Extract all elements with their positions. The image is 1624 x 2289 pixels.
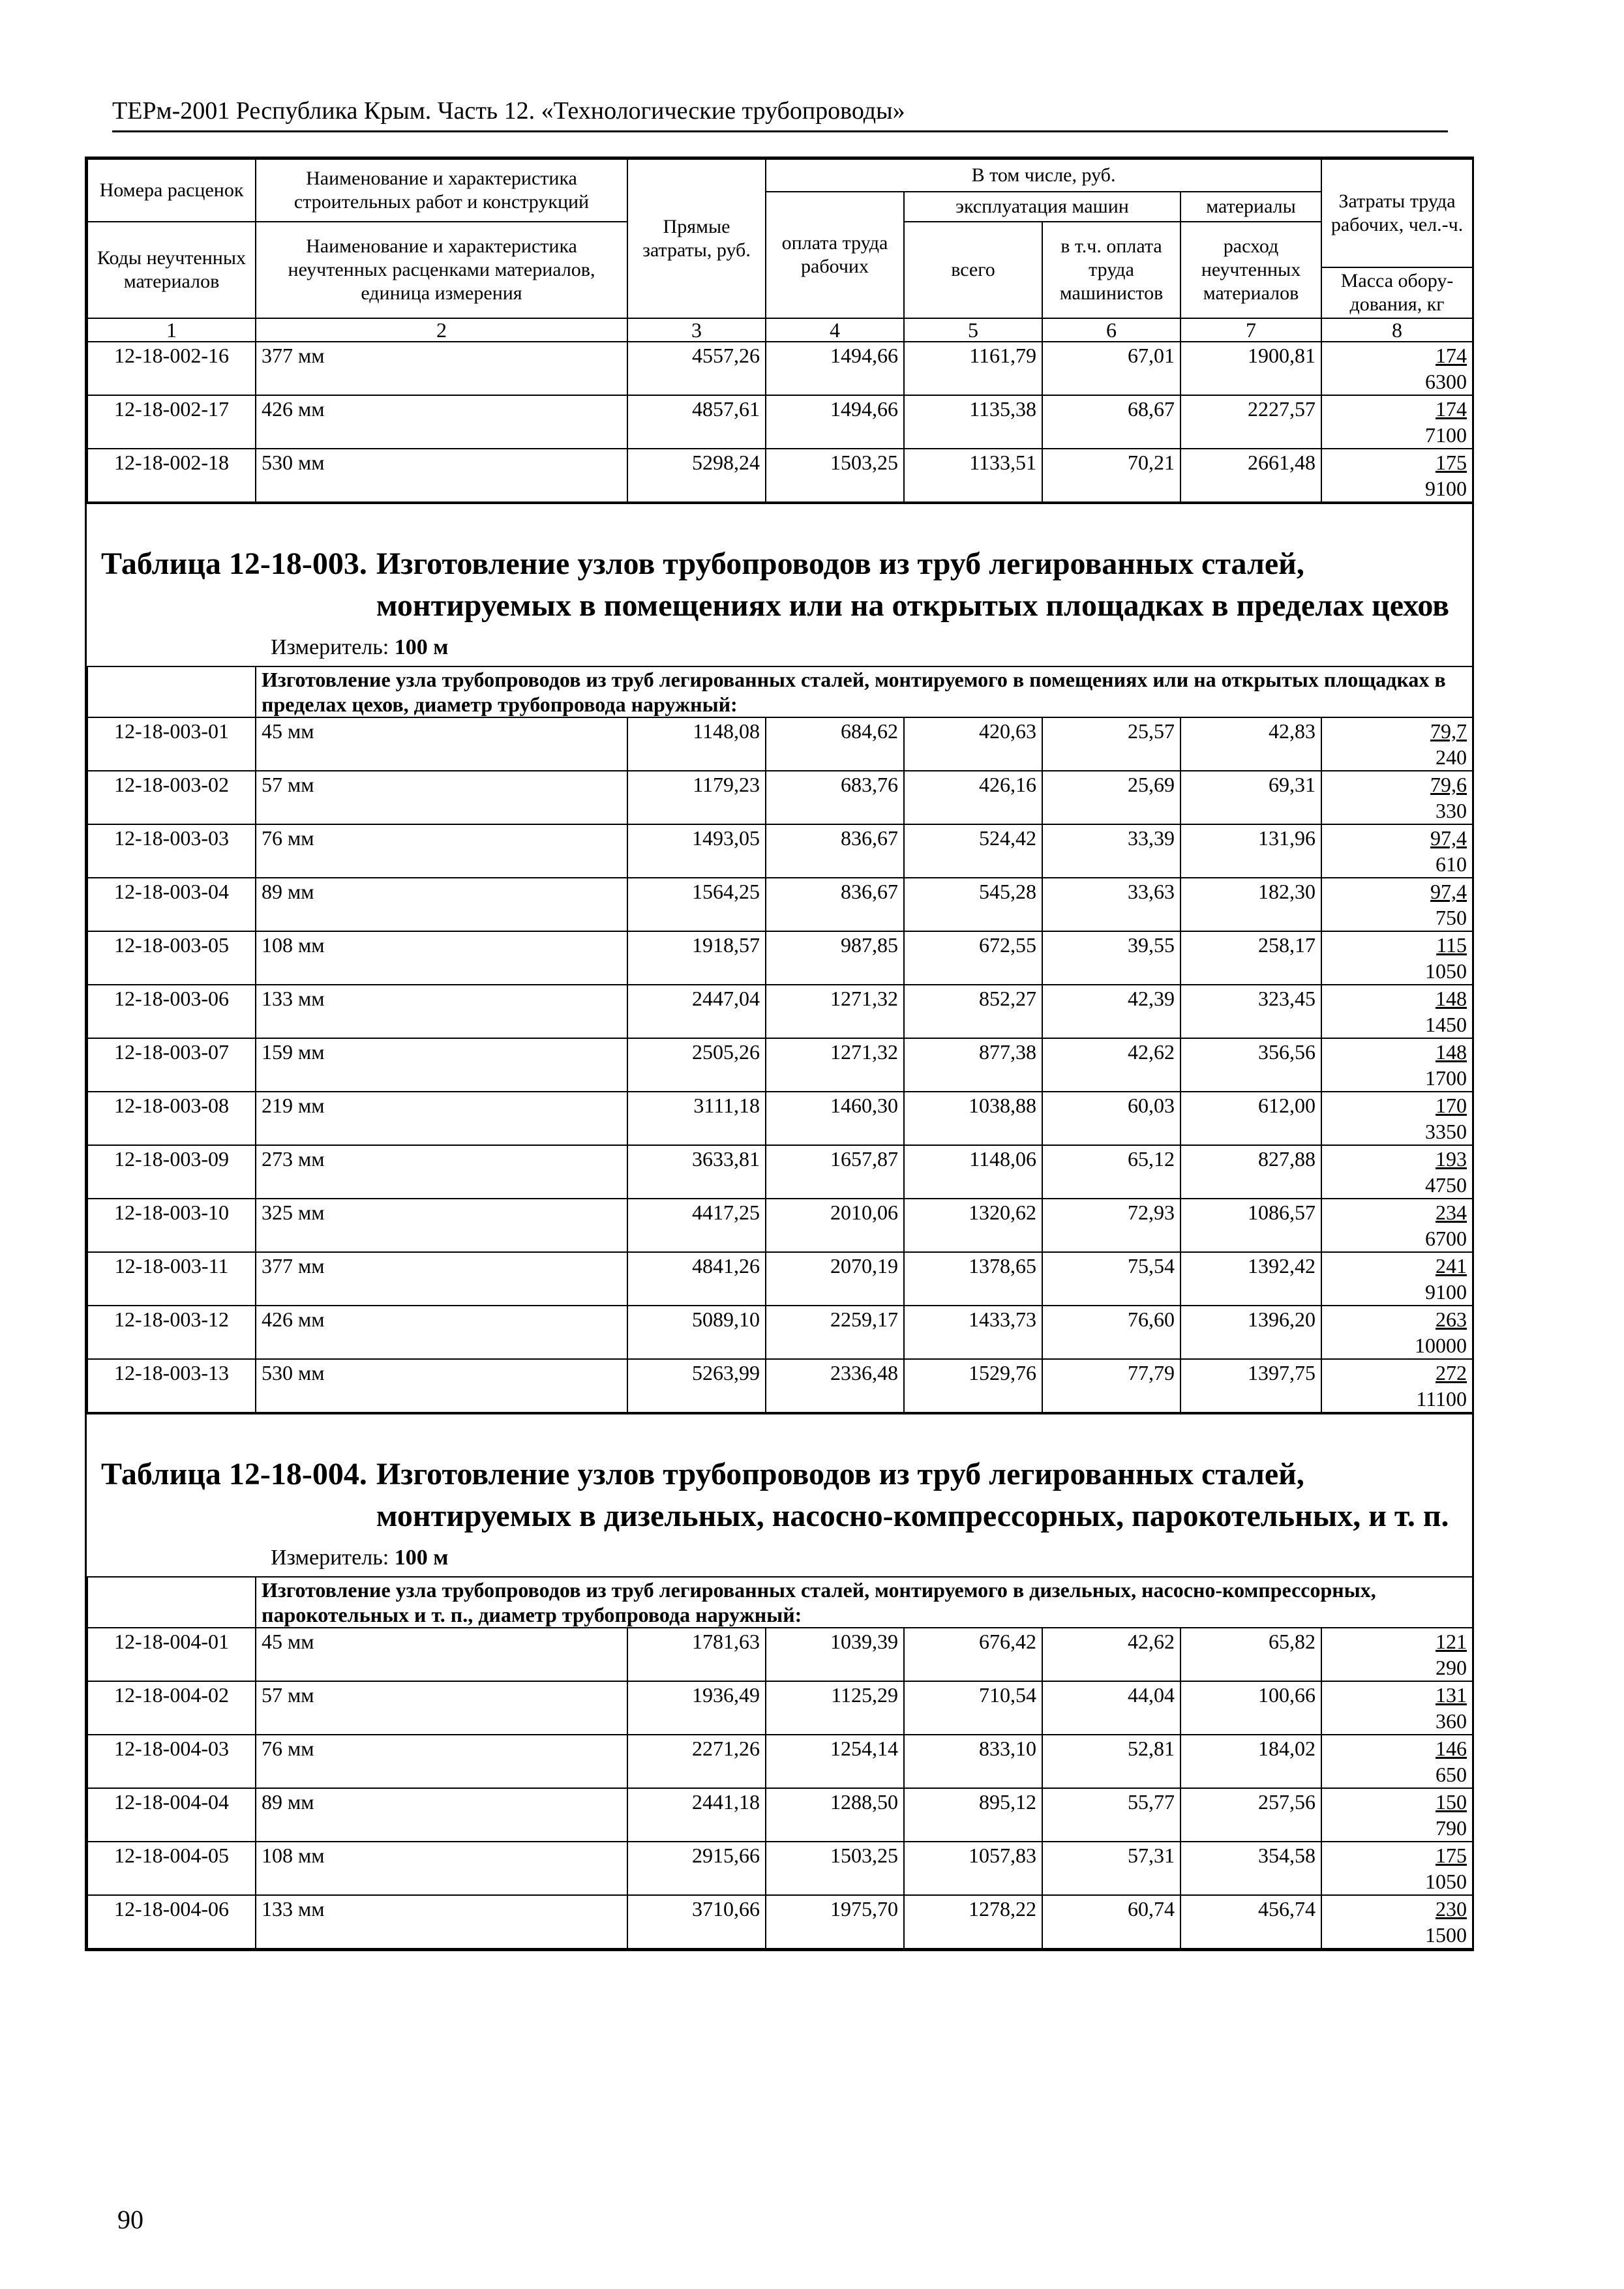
materials: 2227,57 [1180,395,1321,449]
col-num: 4 [766,318,904,342]
desc-empty [87,666,256,717]
rate-code: 12-18-003-02 [87,771,256,824]
machines-total: 1278,22 [904,1895,1042,1949]
direct-costs: 1148,08 [627,717,766,771]
labor-and-mass [1321,1199,1473,1252]
equipment-mass: 1050 [1425,959,1467,983]
operators-wages: 70,21 [1042,449,1180,502]
materials: 323,45 [1180,985,1321,1038]
wages: 1460,30 [766,1092,904,1145]
labor-costs: 230 [1436,1897,1467,1921]
table-12-18-004-title [87,1454,1472,1537]
rate-code: 12-18-003-01 [87,717,256,771]
wages: 1494,66 [766,395,904,449]
labor-and-mass [1321,931,1473,985]
rate-code: 12-18-003-11 [87,1252,256,1306]
equipment-mass: 360 [1436,1709,1467,1733]
diameter: 325 мм [256,1199,627,1252]
materials: 184,02 [1180,1735,1321,1788]
labor-and-mass [1321,1895,1473,1949]
direct-costs: 2441,18 [627,1788,766,1842]
group-description-row [87,666,1473,717]
diameter: 133 мм [256,985,627,1038]
diameter: 426 мм [256,1306,627,1359]
machines-total: 877,38 [904,1038,1042,1092]
col-equipment-mass: Масса обору-дования, кг [1321,267,1473,318]
equipment-mass: 9100 [1425,1280,1467,1304]
materials: 354,58 [1180,1842,1321,1895]
direct-costs: 1564,25 [627,878,766,931]
labor-costs: 175 [1436,1844,1467,1867]
labor-costs: 263 [1436,1308,1467,1331]
operators-wages: 55,77 [1042,1788,1180,1842]
machines-total: 524,42 [904,824,1042,878]
materials: 1397,75 [1180,1359,1321,1413]
operators-wages: 65,12 [1042,1145,1180,1199]
desc-empty [87,1577,256,1628]
labor-and-mass [1321,717,1473,771]
diameter: 45 мм [256,717,627,771]
wages: 987,85 [766,931,904,985]
col-material-names: Наименование и характеристика неучтенных расценками материалов, единица измерения [256,222,627,318]
operators-wages: 67,01 [1042,342,1180,395]
operators-wages: 42,62 [1042,1628,1180,1681]
operators-wages: 75,54 [1042,1252,1180,1306]
col-num: 7 [1180,318,1321,342]
materials: 456,74 [1180,1895,1321,1949]
page-number: 90 [117,2205,143,2234]
machines-total: 1161,79 [904,342,1042,395]
operators-wages: 68,67 [1042,395,1180,449]
diameter: 426 мм [256,395,627,449]
table-row [87,1252,1473,1306]
diameter: 377 мм [256,1252,627,1306]
equipment-mass: 1050 [1425,1870,1467,1893]
operators-wages: 33,63 [1042,878,1180,931]
diameter: 273 мм [256,1145,627,1199]
direct-costs: 1493,05 [627,824,766,878]
wages: 2336,48 [766,1359,904,1413]
operators-wages: 25,57 [1042,717,1180,771]
materials: 1396,20 [1180,1306,1321,1359]
rate-code: 12-18-004-06 [87,1895,256,1949]
machines-total: 426,16 [904,771,1042,824]
materials: 257,56 [1180,1788,1321,1842]
measure-value: 100 м [394,635,449,659]
materials: 100,66 [1180,1681,1321,1735]
group-description: Изготовление узла трубопроводов из труб легированных сталей, монтируемого в дизельных, насосно-компрессорных, парокотельных и т. п., диаметр трубопровода наружный: [256,1577,1473,1628]
rate-code: 12-18-003-10 [87,1199,256,1252]
direct-costs: 4857,61 [627,395,766,449]
diameter: 89 мм [256,878,627,931]
rate-code: 12-18-003-07 [87,1038,256,1092]
rate-code: 12-18-002-18 [87,449,256,502]
operators-wages: 57,31 [1042,1842,1180,1895]
equipment-mass: 4750 [1425,1173,1467,1197]
wages: 1288,50 [766,1788,904,1842]
col-num: 1 [87,318,256,342]
col-num: 8 [1321,318,1473,342]
rows-12-18-002 [87,342,1473,502]
equipment-mass: 6700 [1425,1227,1467,1250]
diameter: 377 мм [256,342,627,395]
labor-costs: 174 [1436,344,1467,367]
operators-wages: 42,62 [1042,1038,1180,1092]
rate-code: 12-18-004-01 [87,1628,256,1681]
materials: 182,30 [1180,878,1321,931]
table-row [87,771,1473,824]
table-label: Таблица 12-18-003. [101,546,367,581]
labor-costs: 79,6 [1430,773,1467,796]
rate-code: 12-18-003-03 [87,824,256,878]
measure-value: 100 м [394,1546,449,1570]
group-description: Изготовление узла трубопроводов из труб легированных сталей, монтируемого в помещениях или на открытых площадках в пределах цехов, диаметр трубопровода наружный: [256,666,1473,717]
rate-code: 12-18-003-06 [87,985,256,1038]
document-frame [85,157,1474,1951]
wages: 2259,17 [766,1306,904,1359]
table-row [87,878,1473,931]
operators-wages: 42,39 [1042,985,1180,1038]
table-row [87,1145,1473,1199]
labor-costs: 79,7 [1430,719,1467,743]
materials: 356,56 [1180,1038,1321,1092]
materials: 1086,57 [1180,1199,1321,1252]
direct-costs: 3710,66 [627,1895,766,1949]
machines-total: 710,54 [904,1681,1042,1735]
labor-and-mass [1321,449,1473,502]
equipment-mass: 11100 [1416,1387,1467,1411]
column-numbers-row [87,318,1473,342]
page-header: ТЕРм-2001 Республика Крым. Часть 12. «Технологические трубопроводы» [112,97,905,125]
labor-and-mass [1321,1628,1473,1681]
machines-total: 1320,62 [904,1199,1042,1252]
machines-total: 1038,88 [904,1092,1042,1145]
diameter: 57 мм [256,1681,627,1735]
materials: 1392,42 [1180,1252,1321,1306]
direct-costs: 2447,04 [627,985,766,1038]
col-wages: оплата труда рабочих [766,192,904,318]
col-material-codes: Коды неучтенных материалов [87,222,256,318]
labor-and-mass [1321,985,1473,1038]
col-work-name: Наименование и характеристика строительных работ и конструкций [256,159,627,222]
labor-costs: 115 [1436,933,1467,957]
wages: 1271,32 [766,985,904,1038]
rate-code: 12-18-004-04 [87,1788,256,1842]
table-title: Изготовление узлов трубопроводов из труб легированных сталей, монтируемых в помещениях или на открытых площадках в пределах цехов [376,546,1450,623]
table-row [87,395,1473,449]
diameter: 76 мм [256,824,627,878]
table-title: Изготовление узлов трубопроводов из труб легированных сталей, монтируемых в дизельных, насосно-компрессорных, парокотельных, и т. п. [376,1457,1449,1533]
col-direct-costs: Прямые затраты, руб. [627,159,766,318]
operators-wages: 44,04 [1042,1681,1180,1735]
operators-wages: 77,79 [1042,1359,1180,1413]
rate-code: 12-18-004-02 [87,1681,256,1735]
table-row [87,1628,1473,1681]
labor-and-mass [1321,1038,1473,1092]
operators-wages: 60,03 [1042,1092,1180,1145]
labor-and-mass [1321,878,1473,931]
operators-wages: 25,69 [1042,771,1180,824]
wages: 836,67 [766,824,904,878]
rate-code: 12-18-003-05 [87,931,256,985]
direct-costs: 2271,26 [627,1735,766,1788]
wages: 1494,66 [766,342,904,395]
machines-total: 1148,06 [904,1145,1042,1199]
diameter: 108 мм [256,1842,627,1895]
wages: 2070,19 [766,1252,904,1306]
machines-total: 1135,38 [904,395,1042,449]
wages: 2010,06 [766,1199,904,1252]
table-row [87,1681,1473,1735]
equipment-mass: 3350 [1425,1120,1467,1143]
labor-and-mass [1321,1788,1473,1842]
equipment-mass: 610 [1436,852,1467,876]
table-row [87,717,1473,771]
labor-and-mass [1321,1252,1473,1306]
rate-code: 12-18-002-16 [87,342,256,395]
equipment-mass: 1700 [1425,1066,1467,1090]
table-12-18-003 [87,666,1473,1413]
labor-costs: 148 [1436,987,1467,1010]
wages: 1125,29 [766,1681,904,1735]
table-row [87,931,1473,985]
wages: 1657,87 [766,1145,904,1199]
materials: 69,31 [1180,771,1321,824]
machines-total: 1378,65 [904,1252,1042,1306]
operators-wages: 72,93 [1042,1199,1180,1252]
rate-code: 12-18-003-04 [87,878,256,931]
labor-costs: 175 [1436,451,1467,474]
labor-and-mass [1321,1145,1473,1199]
rate-code: 12-18-003-12 [87,1306,256,1359]
direct-costs: 4417,25 [627,1199,766,1252]
table-row [87,1199,1473,1252]
diameter: 133 мм [256,1895,627,1949]
operators-wages: 33,39 [1042,824,1180,878]
operators-wages: 60,74 [1042,1895,1180,1949]
rows-12-18-004 [87,1628,1473,1949]
equipment-mass: 330 [1436,799,1467,822]
col-unaccounted-materials: расход неучтенных материалов [1180,222,1321,318]
wages: 683,76 [766,771,904,824]
col-machines-total: всего [904,222,1042,318]
equipment-mass: 650 [1436,1763,1467,1786]
table-12-18-004-section [87,1413,1472,1949]
machines-total: 1057,83 [904,1842,1042,1895]
rate-code: 12-18-004-05 [87,1842,256,1895]
rate-code: 12-18-003-08 [87,1092,256,1145]
col-num: 3 [627,318,766,342]
equipment-mass: 1500 [1425,1923,1467,1947]
rate-code: 12-18-003-09 [87,1145,256,1199]
machines-total: 676,42 [904,1628,1042,1681]
labor-costs: 146 [1436,1737,1467,1760]
diameter: 530 мм [256,1359,627,1413]
operators-wages: 52,81 [1042,1735,1180,1788]
table-label: Таблица 12-18-004. [101,1457,367,1491]
equipment-mass: 7100 [1425,423,1467,447]
materials: 2661,48 [1180,449,1321,502]
direct-costs: 2915,66 [627,1842,766,1895]
direct-costs: 4557,26 [627,342,766,395]
equipment-mass: 290 [1436,1656,1467,1679]
labor-and-mass [1321,1735,1473,1788]
labor-costs: 150 [1436,1790,1467,1814]
labor-and-mass [1321,1681,1473,1735]
diameter: 108 мм [256,931,627,985]
wages: 836,67 [766,878,904,931]
labor-costs: 174 [1436,397,1467,421]
wages: 1975,70 [766,1895,904,1949]
equipment-mass: 240 [1436,745,1467,769]
table-row [87,1092,1473,1145]
equipment-mass: 1450 [1425,1013,1467,1036]
table-row [87,1359,1473,1413]
wages: 1503,25 [766,1842,904,1895]
wages: 1503,25 [766,449,904,502]
labor-and-mass [1321,1359,1473,1413]
equipment-mass: 10000 [1415,1334,1467,1357]
labor-and-mass [1321,342,1473,395]
diameter: 76 мм [256,1735,627,1788]
labor-and-mass [1321,824,1473,878]
measure-label: Измеритель: [271,1546,389,1570]
machines-total: 833,10 [904,1735,1042,1788]
direct-costs: 1179,23 [627,771,766,824]
labor-and-mass [1321,1092,1473,1145]
table-12-18-004 [87,1576,1473,1949]
materials: 612,00 [1180,1092,1321,1145]
wages: 1271,32 [766,1038,904,1092]
table-row [87,1306,1473,1359]
diameter: 45 мм [256,1628,627,1681]
table-row [87,1038,1473,1092]
table-header-and-rows-12-18-002 [87,158,1473,503]
labor-costs: 148 [1436,1040,1467,1064]
direct-costs: 5089,10 [627,1306,766,1359]
measure-unit [87,1537,1472,1576]
wages: 684,62 [766,717,904,771]
diameter: 89 мм [256,1788,627,1842]
rate-code: 12-18-003-13 [87,1359,256,1413]
group-description-row [87,1577,1473,1628]
direct-costs: 5263,99 [627,1359,766,1413]
measure-unit [87,627,1472,666]
equipment-mass: 9100 [1425,477,1467,500]
table-row [87,1895,1473,1949]
col-num: 5 [904,318,1042,342]
equipment-mass: 790 [1436,1816,1467,1840]
direct-costs: 4841,26 [627,1252,766,1306]
machines-total: 1529,76 [904,1359,1042,1413]
labor-and-mass [1321,771,1473,824]
labor-costs: 193 [1436,1147,1467,1171]
labor-costs: 121 [1436,1630,1467,1653]
direct-costs: 3633,81 [627,1145,766,1199]
materials: 827,88 [1180,1145,1321,1199]
labor-costs: 241 [1436,1254,1467,1278]
diameter: 57 мм [256,771,627,824]
col-machines: эксплуатация машин [904,192,1180,222]
operators-wages: 76,60 [1042,1306,1180,1359]
materials: 65,82 [1180,1628,1321,1681]
machines-total: 1433,73 [904,1306,1042,1359]
col-materials: материалы [1180,192,1321,222]
labor-costs: 131 [1436,1683,1467,1707]
labor-costs: 97,4 [1430,826,1467,850]
col-rate-numbers: Номера расценок [87,159,256,222]
materials: 42,83 [1180,717,1321,771]
machines-total: 1133,51 [904,449,1042,502]
operators-wages: 39,55 [1042,931,1180,985]
machines-total: 420,63 [904,717,1042,771]
labor-costs: 170 [1436,1094,1467,1117]
measure-label: Измеритель: [271,635,389,659]
equipment-mass: 6300 [1425,370,1467,393]
wages: 1254,14 [766,1735,904,1788]
col-labor-costs: Затраты труда рабочих, чел.-ч. [1321,159,1473,267]
diameter: 530 мм [256,449,627,502]
table-row [87,342,1473,395]
table-row [87,824,1473,878]
machines-total: 672,55 [904,931,1042,985]
col-including: В том числе, руб. [766,159,1321,192]
rate-code: 12-18-004-03 [87,1735,256,1788]
direct-costs: 5298,24 [627,449,766,502]
labor-costs: 272 [1436,1361,1467,1384]
table-12-18-003-section [87,503,1472,1413]
labor-costs: 97,4 [1430,880,1467,903]
direct-costs: 2505,26 [627,1038,766,1092]
table-row [87,1735,1473,1788]
header-rule [112,130,1448,132]
materials: 258,17 [1180,931,1321,985]
labor-and-mass [1321,395,1473,449]
col-num: 2 [256,318,627,342]
col-operators-wages: в т.ч. оплата труда машинистов [1042,222,1180,318]
labor-and-mass [1321,1306,1473,1359]
materials: 1900,81 [1180,342,1321,395]
machines-total: 852,27 [904,985,1042,1038]
table-row [87,1788,1473,1842]
rate-code: 12-18-002-17 [87,395,256,449]
labor-and-mass [1321,1842,1473,1895]
direct-costs: 3111,18 [627,1092,766,1145]
diameter: 159 мм [256,1038,627,1092]
direct-costs: 1936,49 [627,1681,766,1735]
direct-costs: 1918,57 [627,931,766,985]
machines-total: 545,28 [904,878,1042,931]
table-row [87,985,1473,1038]
machines-total: 895,12 [904,1788,1042,1842]
direct-costs: 1781,63 [627,1628,766,1681]
col-num: 6 [1042,318,1180,342]
materials: 131,96 [1180,824,1321,878]
diameter: 219 мм [256,1092,627,1145]
rows-12-18-003 [87,717,1473,1413]
table-12-18-003-title [87,543,1472,627]
wages: 1039,39 [766,1628,904,1681]
table-row [87,449,1473,502]
table-row [87,1842,1473,1895]
equipment-mass: 750 [1436,906,1467,929]
labor-costs: 234 [1436,1201,1467,1224]
